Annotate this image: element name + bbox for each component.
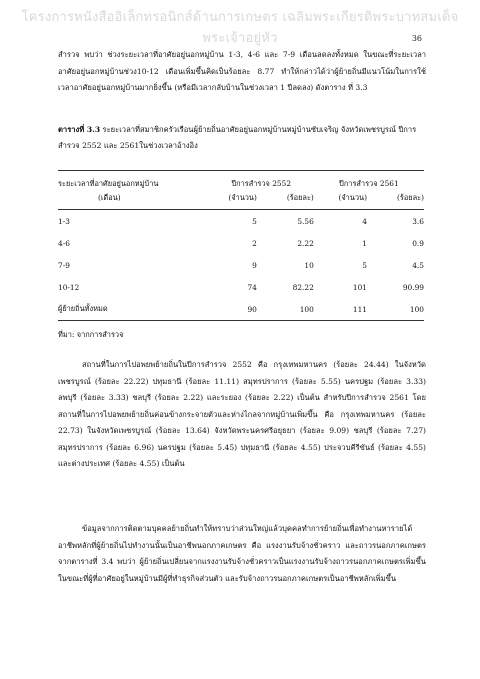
page-number: 36 — [411, 34, 422, 43]
col-header-year-2552: ปีการสำรวจ 2552 — [231, 179, 292, 188]
table-row — [58, 254, 424, 276]
cell-percent-2552: 2.22 — [297, 238, 314, 248]
table-row — [58, 232, 424, 254]
col-header-period: ระยะเวลาที่อาศัยอยู่นอกหมู่บ้าน — [58, 179, 159, 188]
table-row — [58, 276, 424, 298]
cell-count-2561: 5 — [362, 260, 367, 270]
col-header-unit: (เดือน) — [98, 193, 121, 202]
cell-period: 7-9 — [58, 260, 70, 270]
cell-count-2552: 9 — [252, 260, 257, 270]
cell-percent-2561: 4.5 — [412, 260, 424, 270]
cell-count-2561: 101 — [352, 282, 367, 292]
cell-percent-2552: 10 — [304, 260, 314, 270]
table-caption-label: ตารางที่ 3.3 — [58, 125, 101, 134]
table-row — [58, 210, 424, 233]
cell-period: 1-3 — [58, 216, 70, 226]
cell-percent-2561: 90.99 — [402, 282, 424, 292]
table-caption-text: ระยะเวลาที่สมาชิกครัวเรือนผู้ย้ายถิ่นอาศัยอยู่นอกหมู่บ้านหมู่บ้านซับเจริญ จังหวัดเพชรบูรณ์ ปีการสำรวจ 2552 และ 2561ในช่วงเวลาอ้างอิง — [58, 125, 417, 150]
destinations-paragraph: สถานที่ในการไปอพยพย้ายถิ่นในปีการสำรวจ 2552 คือ กรุงเทพมหานคร (ร้อยละ 24.44) ในจังหวัดเพชรบูรณ์ (ร้อยละ 22.22) ปทุมธานี (ร้อยละ 11.11) สมุทรปราการ (ร้อยละ 5.55) นครปฐม (ร้อยละ 3.33) ลพบุรี (ร้อยละ 3.33) ชลบุรี (ร้อยละ 2.22) และระยอง (ร้อยละ 2.22) เป็นต้น สำหรับปีการสำรวจ 2561 โดยสถานที่ในการไปอพยพย้ายถิ่นค่อนข้างกระจายตัวและห่างไกลจากหมู่บ้านเพิ่มขึ้น คือ กรุงเทพมหานคร (ร้อยละ 22.73) ในจังหวัดเพชรบูรณ์ (ร้อยละ 13.64) จังหวัดพระนครศรีอยุธยา (ร้อยละ 9.09) ชลบุรี (ร้อยละ 7.27) สมุทรปราการ (ร้อยละ 6.96) นครปฐม (ร้อยละ 5.45) ปทุมธานี (ร้อยละ 4.55) ประจวบคีรีขันธ์ (ร้อยละ 4.55) และต่างประเทศ (ร้อยละ 4.55) เป็นต้น — [58, 360, 426, 468]
cell-period: ผู้ย้ายถิ่นทั้งหมด — [58, 304, 108, 313]
cell-count-2561: 1 — [362, 238, 367, 248]
cell-percent-2552: 82.22 — [292, 282, 314, 292]
duration-table — [58, 170, 424, 321]
cell-percent-2561: 100 — [409, 304, 424, 314]
cell-percent-2561: 3.6 — [412, 216, 424, 226]
watermark-header: โครงการหนังสืออิเล็กทรอนิกส์ด้านการเกษตร เฉลิมพระเกียรติพระบาทสมเด็จพระเจ้าอยู่หัว — [21, 10, 459, 46]
cell-percent-2552: 5.56 — [297, 216, 314, 226]
cell-count-2552: 74 — [247, 282, 257, 292]
occupation-paragraph: ข้อมูลจากการติดตามบุคคลย้ายถิ่นทำให้ทราบว่าส่วนใหญ่แล้วบุคคลทำการย้ายถิ่นเพื่อทำงานหารายได้ อาชีพหลักที่ผู้ย้ายถิ่นไปทำงานนั้นเป็นอาชีพนอกภาคเกษตร คือ แรงงานรับจ้างชั่วคราว และถาวรนอกภาคเกษตร จากตารางที่ 3.4 พบว่า ผู้ย้ายถิ่นเปลี่ยนจากแรงงานรับจ้างชั่วคราวเป็นแรงงานรับจ้างถาวรนอกภาคเกษตรเพิ่มขึ้น ในขณะที่ผู้ที่อาศัยอยู่ในหมู่บ้านมีผู้ที่ทำธุรกิจส่วนตัว และรับจ้างถาวรนอกภาคเกษตรเป็นอาชีพหลักเพิ่มขึ้น — [58, 524, 426, 583]
table-row-total — [58, 298, 424, 321]
intro-paragraph: สำรวจ พบว่า ช่วงระยะเวลาที่อาศัยอยู่นอกหมู่บ้าน 1-3, 4-6 และ 7-9 เดือนลดลงทั้งหมด ในขณะที่ระยะเวลาอาศัยอยู่นอกหมู่บ้านช่วง10-12 เดือนเพิ่มขึ้นคิดเป็นร้อยละ 8.77 ทำให้กล่าวได้ว่าผู้ย้ายถิ่นมีแนวโน้มในการใช้เวลาอาศัยอยู่นอกหมู่บ้านมากยิ่งขึ้น (หรือมีเวลากลับบ้านในช่วงเวลา 1 ปีลดลง) ดังตาราง ที่ 3.3 — [58, 50, 426, 92]
cell-period: 4-6 — [58, 238, 70, 248]
cell-count-2552: 90 — [247, 304, 257, 314]
cell-count-2552: 2 — [252, 238, 257, 248]
table-source: ที่มา: จากการสำรวจ — [58, 330, 124, 339]
table-caption — [58, 122, 428, 154]
cell-count-2561: 111 — [352, 304, 367, 314]
subheader-percent-2552: (ร้อยละ) — [286, 193, 314, 202]
subheader-count-2561: (จำนวน) — [338, 193, 367, 202]
cell-count-2552: 5 — [252, 216, 257, 226]
cell-period: 10-12 — [58, 282, 80, 292]
cell-percent-2561: 0.9 — [412, 238, 424, 248]
subheader-percent-2561: (ร้อยละ) — [396, 193, 424, 202]
col-header-year-2561: ปีการสำรวจ 2561 — [339, 179, 399, 188]
subheader-count-2552: (จำนวน) — [228, 193, 257, 202]
cell-count-2561: 4 — [362, 216, 367, 226]
cell-percent-2552: 100 — [299, 304, 314, 314]
